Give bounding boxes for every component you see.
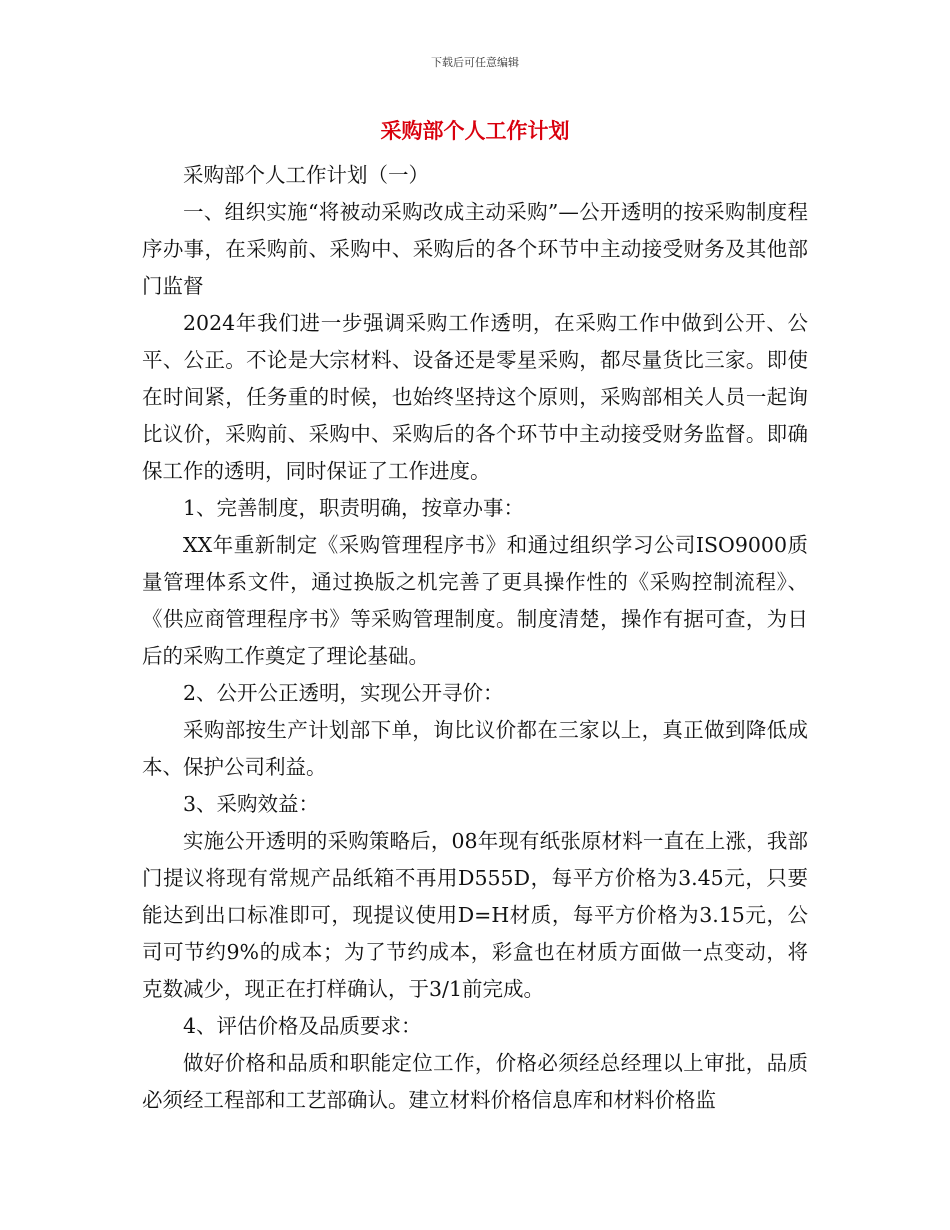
paragraph: 2024年我们进一步强调采购工作透明，在采购工作中做到公开、公平、公正。不论是大宗材料、设备还是零星采购，都尽量货比三家。即使在时间紧，任务重的时候，也始终坚持这个原则，采购部相关人员一起询比议价，采购前、采购中、采购后的各个环节中主动接受财务监督。即确保工作的透明，同时保证了工作进度。 [142,311,808,483]
paragraph-subtitle: 采购部个人工作计划（一） [183,163,429,187]
paragraph: 实施公开透明的采购策略后，08年现有纸张原材料一直在上涨，我部门提议将现有常规产品纸箱不再用D555D，每平方价格为3.45元，只要能达到出口标准即可，现提议使用D=H材质，每平方价格为3.15元，公司可节约9%的成本；为了节约成本，彩盒也在材质方面做一点变动，将克数减少，现正在打样确认，于3/1前完成。 [142,829,808,1001]
paragraph-heading: 3、采购效益： [183,792,320,816]
page-title: 采购部个人工作计划 [380,119,570,143]
paragraph-heading: 1、完善制度，职责明确，按章办事： [183,496,525,520]
header-note: 下载后可任意编辑 [431,56,519,69]
paragraph: XX年重新制定《采购管理程序书》和通过组织学习公司ISO9000质量管理体系文件，通过换版之机完善了更具操作性的《采购控制流程》、《供应商管理程序书》等采购管理制度。制度清楚，操作有据可查，为日后的采购工作奠定了理论基础。 [142,533,808,668]
document-body [142,157,808,1119]
paragraph-heading: 4、评估价格及品质要求： [183,1014,422,1038]
paragraph-heading: 2、公开公正透明，实现公开寻价： [183,681,504,705]
paragraph: 采购部按生产计划部下单，询比议价都在三家以上，真正做到降低成本、保护公司利益。 [142,718,808,779]
paragraph-section-one: 一、组织实施“将被动采购改成主动采购”—公开透明的按采购制度程序办事，在采购前、采购中、采购后的各个环节中主动接受财务及其他部门监督 [142,200,808,298]
paragraph: 做好价格和品质和职能定位工作，价格必须经总经理以上审批，品质必须经工程部和工艺部确认。建立材料价格信息库和材料价格监 [142,1051,808,1112]
